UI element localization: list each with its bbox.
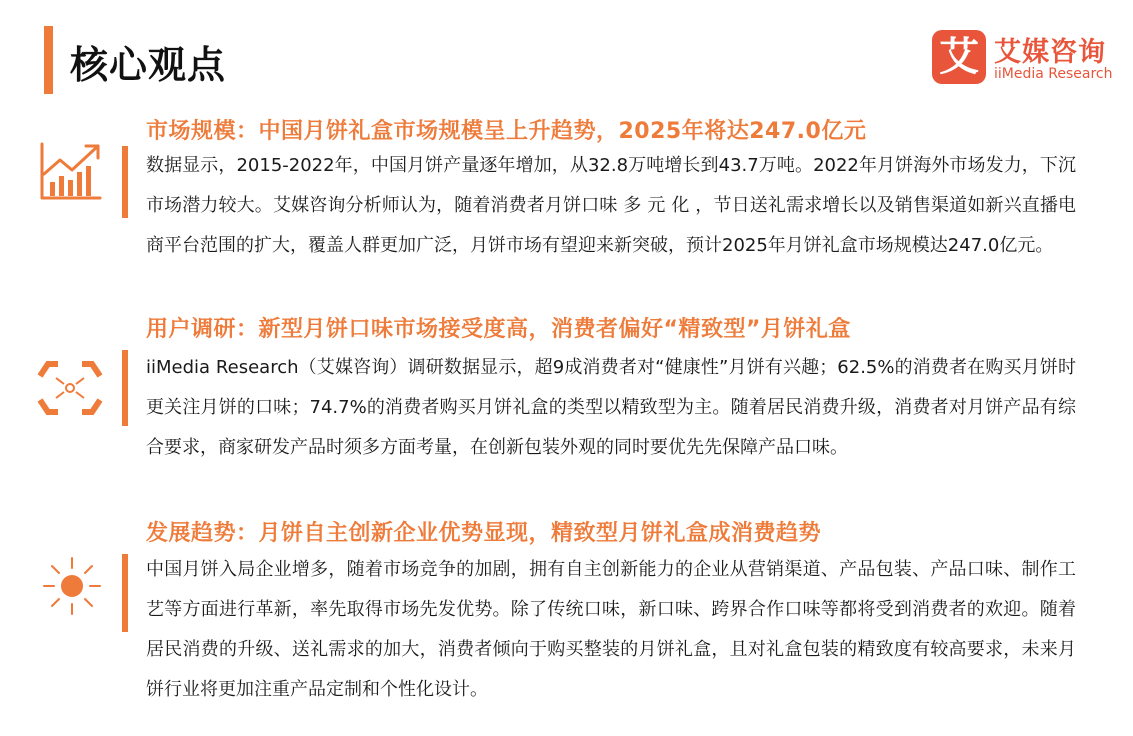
section-heading: 发展趋势：月饼自主创新企业优势显现，精致型月饼礼盒成消费趋势 — [146, 521, 822, 546]
section-heading: 用户调研：新型月饼口味市场接受度高，消费者偏好“精致型”月饼礼盒 — [146, 317, 851, 342]
expand-arrows-icon — [36, 356, 104, 420]
section-body: 数据显示，2015-2022年，中国月饼产量逐年增加，从32.8万吨增长到43.7万吨。2022年月饼海外市场发力，下沉市场潜力较大。艾媒咨询分析师认为，随着消费者月饼口味 多 元 化 ，节日送礼需求增长以及销售渠道如新兴直播电商平台范围的扩大，覆盖人群更加广泛，月饼市场有望迎来新突破，预计2025年月饼礼盒市场规模达247.0亿元。 — [146, 155, 1076, 256]
section-rule — [122, 146, 128, 218]
section-body: iiMedia Research（艾媒咨询）调研数据显示，超9成消费者对“健康性”月饼有兴趣；62.5%的消费者在购买月饼时更关注月饼的口味；74.7%的消费者购买月饼礼盒的类型以精致型为主。随着居民消费升级，消费者对月饼产品有综合要求，商家研发产品时须多方面考量，在创新包装外观的同时要优先先保障产品口味。 — [146, 357, 1076, 458]
page-title: 核心观点 — [70, 43, 227, 87]
brand-logo — [932, 30, 1117, 86]
bar-chart-growth-icon — [38, 140, 104, 202]
logo-name-cn: 艾媒咨询 — [994, 37, 1106, 68]
section-rule — [122, 554, 128, 632]
section-heading: 市场规模：中国月饼礼盒市场规模呈上升趋势，2025年将达247.0亿元 — [146, 119, 867, 144]
logo-name-en: iiMedia Research — [994, 66, 1113, 82]
title-accent-bar — [44, 26, 53, 94]
section-body: 中国月饼入局企业增多，随着市场竞争的加剧，拥有自主创新能力的企业从营销渠道、产品包装、产品口味、制作工艺等方面进行革新，率先取得市场先发优势。除了传统口味，新口味、跨界合作口味等都将受到消费者的欢迎。随着居民消费的升级、送礼需求的加大，消费者倾向于购买整装的月饼礼盒，且对礼盒包装的精致度有较高要求，未来月饼行业将更加注重产品定制和个性化设计。 — [146, 559, 1076, 700]
section-rule — [122, 350, 128, 426]
logo-mark-glyph: 艾 — [939, 34, 979, 80]
sun-icon — [40, 554, 104, 618]
